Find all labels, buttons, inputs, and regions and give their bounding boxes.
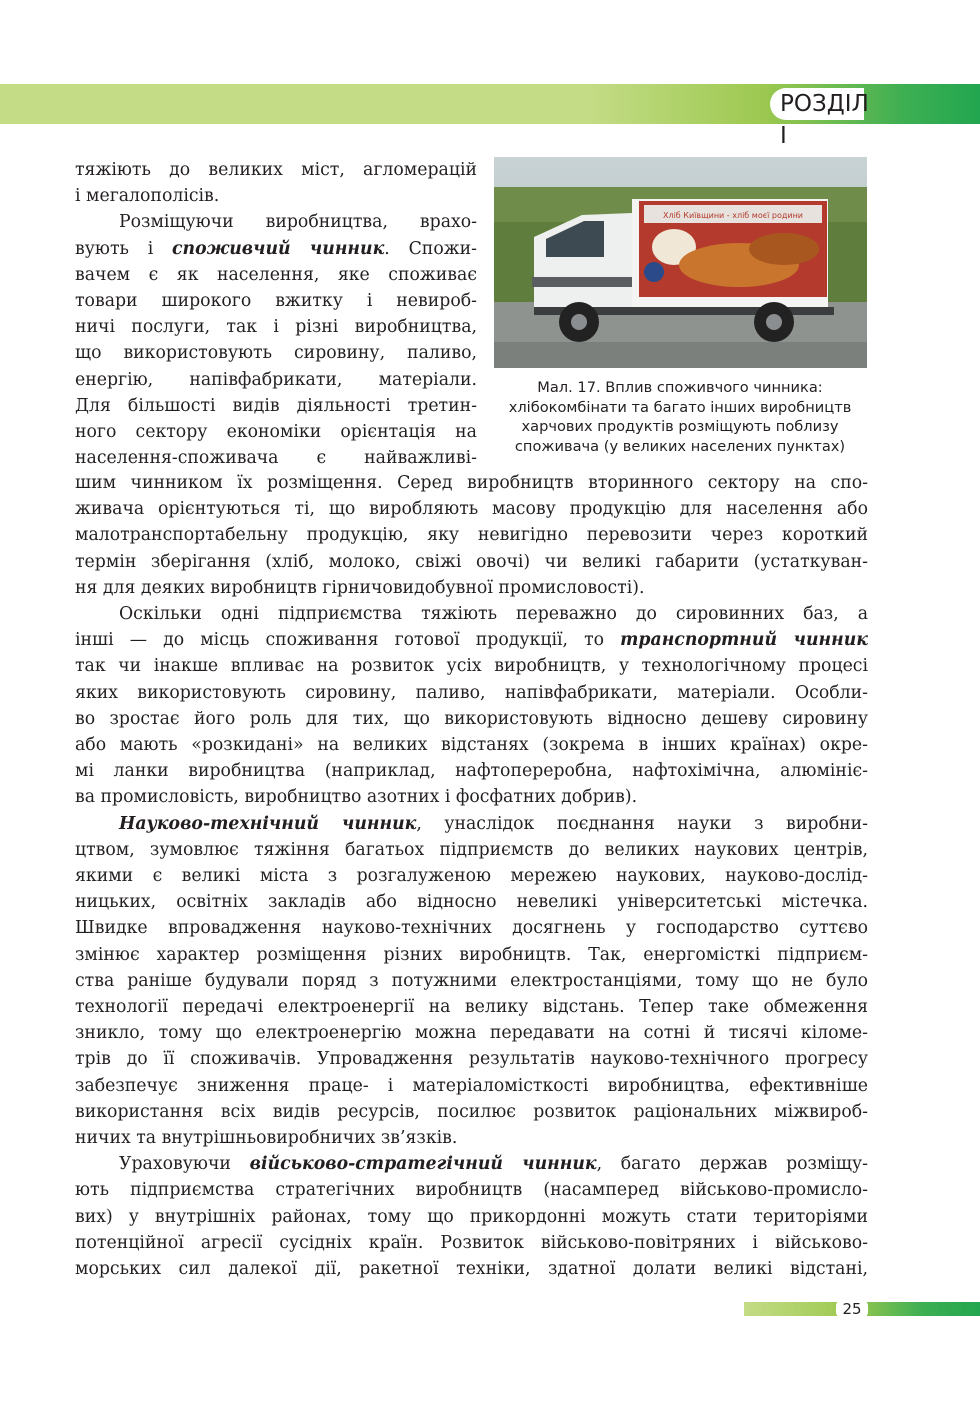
text-fragment: , багато держав розміщу- — [596, 1154, 868, 1175]
text-fragment: інші — до місць споживання готової продукції, то — [75, 630, 621, 651]
text-fragment: , унаслідок поєднання науки з виробни- — [416, 813, 868, 834]
text-line: якими є великі міста з розгалуженою мережею наукових, науково-дослід- — [75, 866, 868, 887]
caption-line: Мал. 17. Вплив споживчого чинника: — [537, 379, 823, 396]
text-line: тяжіють до великих міст, агломерацій — [75, 160, 477, 180]
text-line: ють підприємства стратегічних виробництв (насамперед військово-промисло- — [75, 1180, 868, 1201]
text-line: ства раніше будували поряд з потужними електростанціями, тому що не було — [75, 970, 868, 991]
text-line: мі ланки виробництва (наприклад, нафтопереробна, нафтохімічна, алюмініє- — [75, 761, 868, 782]
text-fragment: . Спожи- — [384, 238, 477, 259]
text-fragment: вують і — [75, 238, 173, 259]
truck-illustration — [494, 157, 867, 368]
text-line: вачем є як населення, яке споживає — [75, 264, 477, 285]
text-line — [75, 1151, 868, 1177]
term-transport-factor: транспортний чинник — [620, 630, 868, 651]
paragraph-2-continued — [75, 470, 868, 601]
text-line: яких використовують сировину, паливо, напівфабрикати, матеріали. Особли- — [75, 682, 868, 703]
text-line: населення-споживача є найважливі- — [75, 448, 477, 469]
text-line: морських сил далекої дії, ракетної техніки, здатної долати великі відстані, — [75, 1259, 868, 1280]
text-line: використання всіх видів ресурсів, посилює розвиток раціональних міжвироб- — [75, 1101, 868, 1122]
text-line: так чи інакше впливає на розвиток усіх виробництв, у технологічному процесі — [75, 656, 868, 677]
text-line: Розміщуючи виробництва, врахо- — [119, 212, 477, 233]
text-line: забезпечує зниження праце- і матеріаломісткості виробництва, ефективніше — [75, 1075, 868, 1096]
caption-line: споживача (у великих населених пунктах) — [514, 437, 846, 455]
truck-photo — [494, 157, 867, 368]
text-line: ного сектору економіки орієнтація на — [75, 422, 477, 443]
paragraph-1 — [75, 157, 477, 209]
caption-line: хлібокомбінати та багато інших виробництв — [508, 398, 852, 416]
text-line: ничі послуги, так і різні виробництва, — [75, 317, 477, 338]
text-line — [75, 627, 868, 653]
text-line: термін зберігання (хліб, молоко, свіжі овочі) чи великі габарити (устаткуван- — [75, 551, 868, 572]
lower-text-column — [75, 470, 868, 1282]
text-line: Для більшості видів діяльності третин- — [75, 395, 477, 416]
upper-text-column — [75, 157, 477, 471]
text-line — [75, 811, 868, 837]
paragraph-4 — [75, 811, 868, 1152]
term-consumer-factor: споживчий чинник — [172, 238, 385, 259]
page-number: 25 — [836, 1300, 868, 1318]
text-line — [75, 236, 477, 262]
paragraph-5 — [75, 1151, 868, 1282]
text-line: товари широкого вжитку і невироб- — [75, 291, 477, 312]
text-line: вих) у внутрішніх районах, тому що прикордонні можуть стати територіями — [75, 1206, 868, 1227]
text-line: потенційної агресії сусідніх країн. Розвиток військово-повітряних і військово- — [75, 1232, 868, 1253]
text-line: що використовують сировину, паливо, — [75, 343, 477, 364]
text-line: технології передачі електроенергії на велику відстань. Тепер таке обмеження — [75, 997, 868, 1018]
text-line: во зростає його роль для тих, що використовують відносно дешеву сировину — [75, 708, 868, 729]
paragraph-2 — [75, 209, 477, 471]
term-scientific-factor: Науково-технічний чинник — [119, 813, 417, 834]
text-line: шим чинником їх розміщення. Серед виробництв вторинного сектору на спо- — [75, 473, 868, 493]
text-line: змінює характер розміщення різних виробництв. Так, енергомісткі підприєм- — [75, 944, 868, 965]
paragraph-3 — [75, 601, 868, 811]
text-fragment: Ураховуючи — [119, 1154, 250, 1175]
text-line: трів до її споживачів. Упровадження результатів науково-технічного прогресу — [75, 1049, 868, 1070]
text-line: ня для деяких виробництв гірничовидобувної промисловості). — [75, 577, 645, 598]
text-line: зникло, тому що електроенергію можна передавати на сотні й тисячі кіломе- — [75, 1023, 868, 1044]
text-line: Оскільки одні підприємства тяжіють переважно до сировинних баз, а — [119, 604, 868, 625]
text-line: енергію, напівфабрикати, матеріали. — [75, 369, 477, 390]
text-line: ницьких, освітніх закладів або відносно невеликі університетські містечка. — [75, 892, 868, 913]
text-line: ничих та внутрішньовиробничих зв’язків. — [75, 1128, 458, 1149]
figure-caption — [481, 378, 879, 456]
caption-line: харчових продуктів розміщують поблизу — [521, 418, 839, 435]
text-line: живача орієнтуються ті, що виробляють масову продукцію для населення або — [75, 499, 868, 520]
text-line: цтвом, зумовлює тяжіння багатьох підприємств до великих наукових центрів, — [75, 839, 868, 860]
text-line: Швидке впровадження науково-технічних досягнень у господарство суттєво — [75, 918, 868, 939]
text-line: ва промисловість, виробництво азотних і фосфатних добрив). — [75, 787, 638, 808]
text-line: або мають «розкидані» на великих відстанях (зокрема в інших країнах) окре- — [75, 735, 868, 756]
section-label: РОЗДІЛ І — [770, 88, 864, 120]
text-line: і мегалополісів. — [75, 186, 220, 207]
banner-text: Хліб Київщини - хліб моєї родини — [662, 211, 804, 220]
text-line: малотранспортабельну продукцію, яку невигідно перевозити через короткий — [75, 525, 868, 546]
term-military-factor: військово-стратегічний чинник — [249, 1154, 597, 1175]
